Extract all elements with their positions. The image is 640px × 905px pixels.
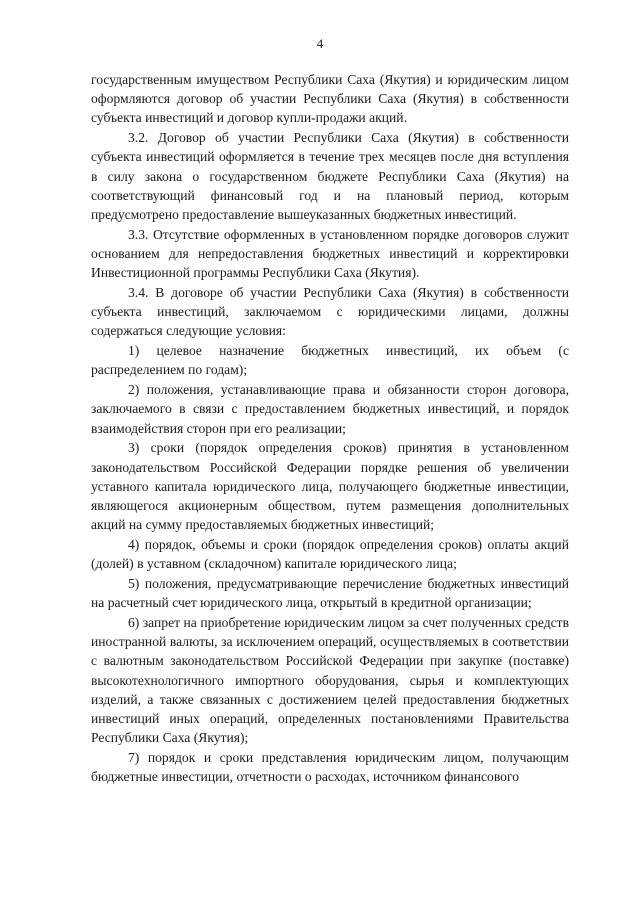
list-item-1: 1) целевое назначение бюджетных инвестиций, их объем (с распределением по годам);	[91, 343, 569, 378]
paragraph-continuation: государственным имуществом Республики Саха (Якутия) и юридическим лицом оформляются договор об участии Республики Саха (Якутия) в собственности субъекта инвестиций и договор купли-продажи акций.	[91, 72, 569, 126]
paragraph-3-2: 3.2. Договор об участии Республики Саха (Якутия) в собственности субъекта инвестиций оформляется в течение трех месяцев после дня вступления в силу закона о государственном бюджете Республики Саха (Якутия) на соответствующий финансовый год и на плановый период, которым предусмотрено предоставление вышеуказанных бюджетных инвестиций.	[91, 130, 569, 223]
paragraph-3-3: 3.3. Отсутствие оформленных в установленном порядке договоров служит основанием для непредоставления бюджетных инвестиций и корректировки Инвестиционной программы Республики Саха (Якутия).	[91, 226, 569, 281]
list-item-2: 2) положения, устанавливающие права и обязанности сторон договора, заключаемого в связи с предоставлением бюджетных инвестиций, и порядок взаимодействия сторон при его реализации;	[91, 382, 569, 436]
page-number: 4	[316, 36, 324, 51]
document-body	[91, 70, 569, 787]
list-item-4: 4) порядок, объемы и сроки (порядок определения сроков) оплаты акций (долей) в уставном (складочном) капитале юридического лица;	[91, 537, 569, 572]
list-item-5: 5) положения, предусматривающие перечисление бюджетных инвестиций на расчетный счет юридического лица, открытый в кредитной организации;	[91, 576, 569, 611]
list-item-6: 6) запрет на приобретение юридическим лицом за счет полученных средств иностранной валюты, за исключением операций, осуществляемых в соответствии с валютным законодательством Российской Федерации при закупке (поставке) высокотехнологичного импортного оборудования, сырья и комплектующих изделий, а также связанных с достижением целей предоставления бюджетных инвестиций иных операций, определенных постановлениями Правительства Республики Саха (Якутия);	[91, 615, 569, 746]
list-item-3: 3) сроки (порядок определения сроков) принятия в установленном законодательством Российской Федерации порядке решения об увеличении уставного капитала юридического лица, получающего бюджетные инвестиции, являющегося акционерным обществом, путем размещения дополнительных акций на сумму предоставляемых бюджетных инвестиций;	[91, 440, 569, 533]
list-item-7: 7) порядок и сроки представления юридическим лицом, получающим бюджетные инвестиции, отчетности о расходах, источником финансового	[91, 750, 569, 785]
paragraph-3-4: 3.4. В договоре об участии Республики Саха (Якутия) в собственности субъекта инвестиций, заключаемом с юридическими лицами, должны содержаться следующие условия:	[91, 285, 569, 339]
